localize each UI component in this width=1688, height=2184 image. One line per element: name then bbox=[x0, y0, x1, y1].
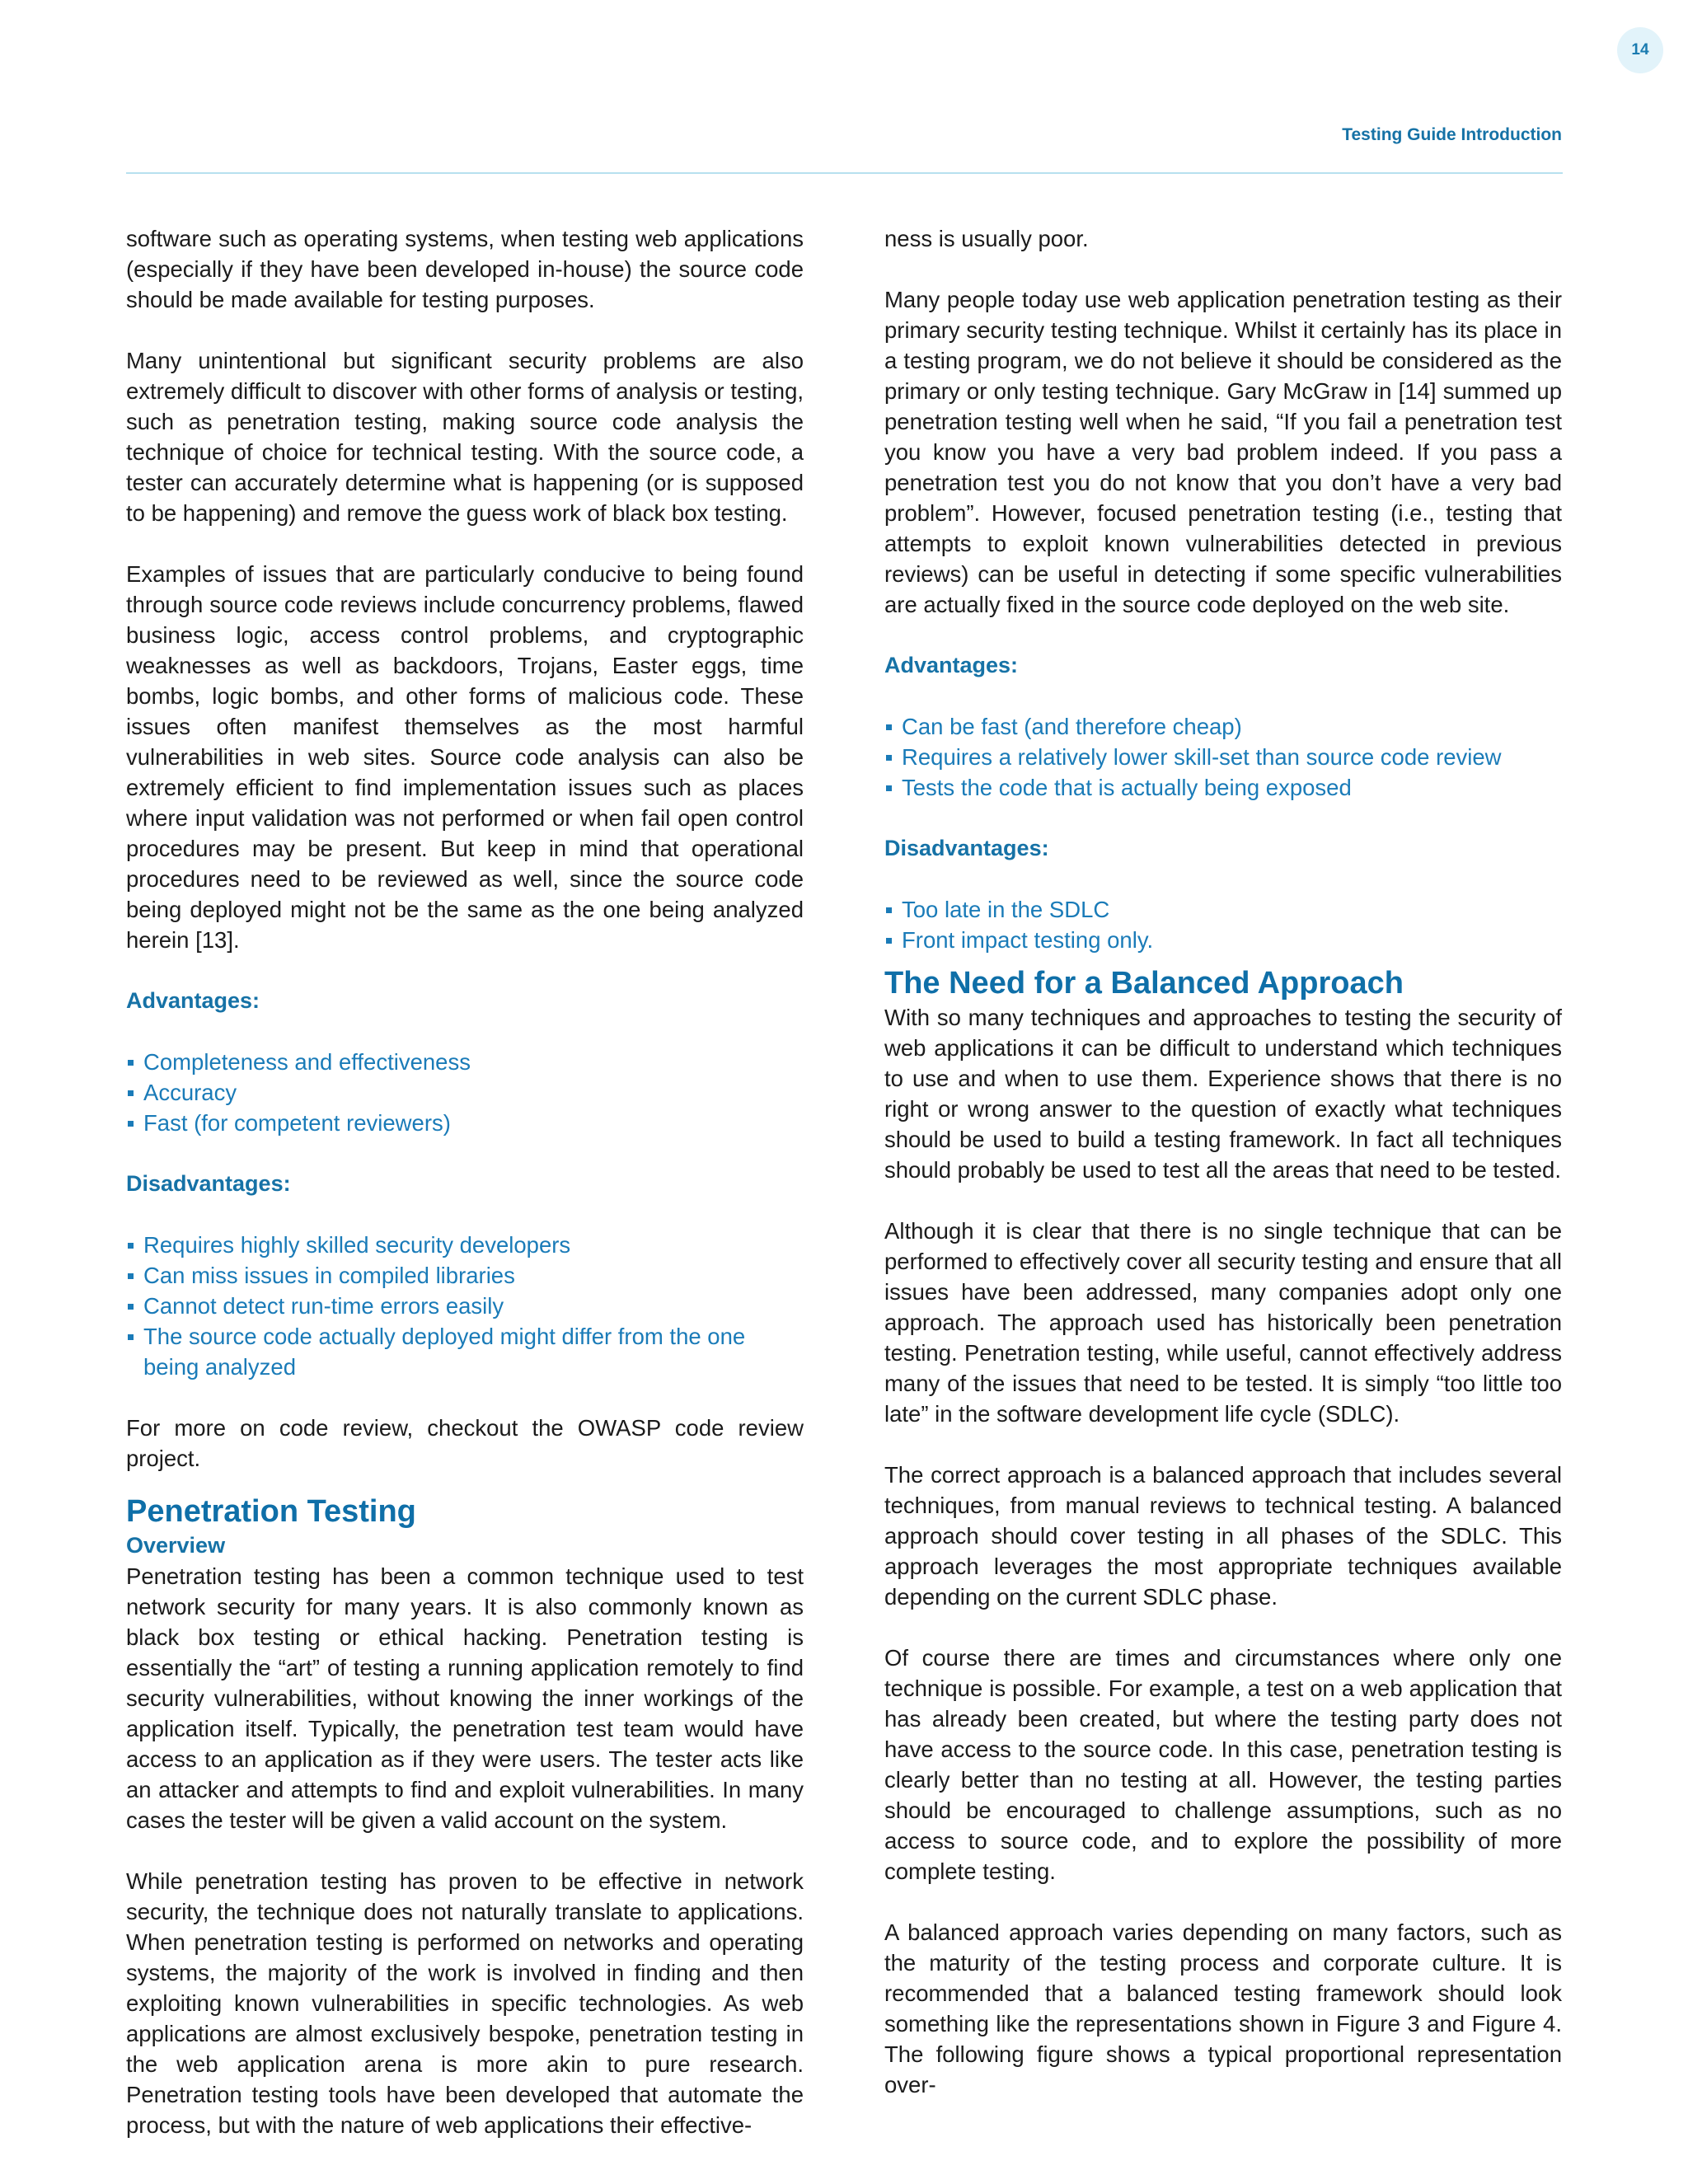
paragraph: software such as operating systems, when testing web applications (especially if they have been developed in-house) the source code should be made available for testing purposes. bbox=[126, 226, 804, 312]
subsection-heading: Overview bbox=[126, 1533, 226, 1558]
list-item: The source code actually deployed might differ from the one being analyzed bbox=[126, 1321, 804, 1382]
left-column bbox=[126, 223, 804, 2171]
paragraph: ness is usually poor. bbox=[884, 226, 1089, 251]
list-item: Tests the code that is actually being exposed bbox=[884, 772, 1562, 803]
disadvantages-list bbox=[126, 1230, 804, 1382]
paragraph: Many people today use web application penetration testing as their primary security testing technique. Whilst it certainly has its place in a testing program, we do not believe it should be considered as the primary or only testing technique. Gary McGraw in [14] summed up penetration testing well when he said, “If you fail a penetration test you know you have a very bad problem indeed. If you pass a penetration test you do not know that you don’t have a very bad problem”. However, focused penetration testing (i.e., testing that attempts to exploit known vulnerabilities detected in previous reviews) can be useful in detecting if some specific vulnerabilities are actually fixed in the source code deployed on the web site. bbox=[884, 287, 1562, 617]
list-item: Requires a relatively lower skill-set than source code review bbox=[884, 742, 1562, 772]
list-item: Can miss issues in compiled libraries bbox=[126, 1260, 804, 1291]
paragraph: Many unintentional but significant security problems are also extremely difficult to discover with other forms of analysis or testing, such as penetration testing, making source code analysis the technique of choice for technical testing. With the source code, a tester can accurately determine what is happening (or is supposed to be happening) and remove the guess work of black box testing. bbox=[126, 348, 804, 526]
list-item: Fast (for competent reviewers) bbox=[126, 1108, 804, 1138]
section-heading: The Need for a Balanced Approach bbox=[884, 966, 1404, 1001]
running-header: Testing Guide Introduction bbox=[1342, 125, 1562, 144]
section-heading: Penetration Testing bbox=[126, 1494, 416, 1529]
disadvantages-list bbox=[884, 894, 1562, 955]
list-item: Cannot detect run-time errors easily bbox=[126, 1291, 804, 1321]
disadvantages-heading: Disadvantages: bbox=[884, 836, 1049, 860]
paragraph: With so many techniques and approaches to testing the security of web applications it can be difficult to understand which techniques to use and when to use them. Experience shows that there is no right or wrong answer to the question of exactly what techniques should be used to build a testing framework. In fact all techniques should probably be used to test all the areas that need to be tested. bbox=[884, 1005, 1562, 1183]
list-item: Front impact testing only. bbox=[884, 925, 1562, 955]
page-number-badge: 14 bbox=[1617, 27, 1663, 73]
disadvantages-heading: Disadvantages: bbox=[126, 1171, 291, 1196]
paragraph: Penetration testing has been a common technique used to test network security for many years. It is also commonly known as black box testing or ethical hacking. Penetration testing is essentially the “art” of testing a running application remotely to find security vulnerabilities, without knowing the inner workings of the application itself. Typically, the penetration test team would have access to an application as if they were users. The tester acts like an attacker and attempts to find and exploit vulnerabilities. In many cases the tester will be given a valid account on the system. bbox=[126, 1563, 804, 1833]
right-column bbox=[884, 223, 1562, 2130]
paragraph: Of course there are times and circumstances where only one technique is possible. For example, a test on a web application that has already been created, but where the testing party does not have access to the source code. In this case, penetration testing is clearly better than no testing at all. However, the testing parties should be encouraged to challenge assumptions, such as no access to source code, and to explore the possibility of more complete testing. bbox=[884, 1645, 1562, 1884]
advantages-heading: Advantages: bbox=[884, 653, 1019, 677]
list-item: Requires highly skilled security developers bbox=[126, 1230, 804, 1260]
list-item: Can be fast (and therefore cheap) bbox=[884, 711, 1562, 742]
paragraph: The correct approach is a balanced approach that includes several techniques, from manual reviews to technical testing. A balanced approach should cover testing in all phases of the SDLC. This approach leverages the most appropriate techniques available depending on the current SDLC phase. bbox=[884, 1462, 1562, 1610]
advantages-heading: Advantages: bbox=[126, 988, 260, 1013]
advantages-list bbox=[884, 711, 1562, 803]
paragraph: While penetration testing has proven to be effective in network security, the technique does not naturally translate to applications. When penetration testing is performed on networks and operating systems, the majority of the work is involved in finding and then exploiting known vulnerabilities in specific technologies. As web applications are almost exclusively bespoke, penetration testing in the web application arena is more akin to pure research. Penetration testing tools have been developed that automate the process, but with the nature of web applications their effective- bbox=[126, 1868, 804, 2138]
header-divider bbox=[126, 172, 1563, 174]
list-item: Accuracy bbox=[126, 1077, 804, 1108]
list-item: Completeness and effectiveness bbox=[126, 1047, 804, 1077]
list-item: Too late in the SDLC bbox=[884, 894, 1562, 925]
paragraph: Examples of issues that are particularly conducive to being found through source code reviews include concurrency problems, flawed business logic, access control problems, and cryptographic weaknesses as well as backdoors, Trojans, Easter eggs, time bombs, logic bombs, and other forms of malicious code. These issues often manifest themselves as the most harmful vulnerabilities in web sites. Source code analysis can also be extremely efficient to find implementation issues such as places where input validation was not performed or when fail open control procedures may be present. But keep in mind that operational procedures need to be reviewed as well, since the source code being deployed might not be the same as the one being analyzed herein [13]. bbox=[126, 561, 804, 953]
paragraph: Although it is clear that there is no single technique that can be performed to effectively cover all security testing and ensure that all issues have been addressed, many companies adopt only one approach. The approach used has historically been penetration testing. Penetration testing, while useful, cannot effectively address many of the issues that need to be tested. It is simply “too little too late” in the software development life cycle (SDLC). bbox=[884, 1218, 1562, 1427]
paragraph: A balanced approach varies depending on many factors, such as the maturity of the testing process and corporate culture. It is recommended that a balanced testing framework should look something like the representations shown in Figure 3 and Figure 4. The following figure shows a typical proportional representation over- bbox=[884, 1919, 1562, 2097]
advantages-list bbox=[126, 1047, 804, 1138]
paragraph: For more on code review, checkout the OWASP code review project. bbox=[126, 1415, 804, 1471]
